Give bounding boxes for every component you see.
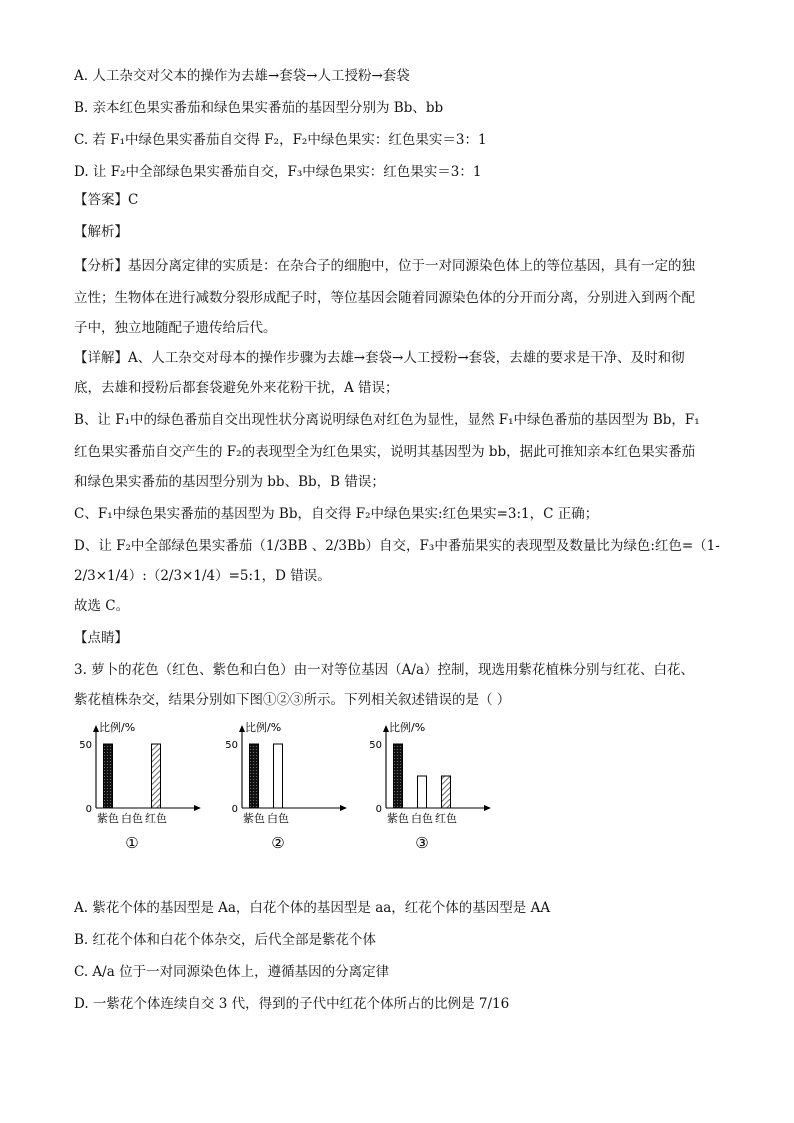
q2-option-c: C. 若 F₁中绿色果实番茄自交得 F₂，F₂中绿色果实：红色果实＝3：1 [74, 132, 487, 148]
answer-line: 【答案】C [74, 192, 139, 208]
y-tick-label: 50 [79, 740, 92, 751]
conclusion-line: 故选 C。 [74, 598, 130, 614]
x-tick-label: 紫色 [387, 812, 409, 825]
analysis-line: 子中，独立地随配子遗传给后代。 [74, 320, 277, 336]
q2-option-d: D. 让 F₂中全部绿色果实番茄自交，F₃中绿色果实：红色果实＝3：1 [74, 164, 482, 180]
detail-line: 【详解】A、人工杂交对母本的操作步骤为去雄→套袋→人工授粉→套袋，去雄的要求是干净、及时和彻 [74, 350, 685, 366]
q3-option-c: C. A/a 位于一对同源染色体上，遵循基因的分离定律 [74, 964, 390, 980]
detail-line: 红色果实番茄自交产生的 F₂的表现型全为红色果实，说明其基因型为 bb，据此可推知亲本红色果实番茄 [74, 444, 696, 460]
chart-3-svg [369, 718, 522, 863]
detail-line: 2/3×1/4）:（2/3×1/4）=5:1，D 错误。 [74, 568, 331, 584]
chart-2-svg [225, 718, 378, 863]
bar-紫色 [394, 744, 403, 808]
detail-line: C、F₁中绿色果实番茄的基因型为 Bb，自交得 F₂中绿色果实:红色果实=3:1，C 正确； [74, 506, 599, 522]
q3-option-d: D. 一紫花个体连续自交 3 代，得到的子代中红花个体所占的比例是 7/16 [74, 996, 510, 1012]
bar-白色 [418, 776, 427, 808]
y-axis-label: 比例/% [389, 721, 426, 734]
bar-紫色 [104, 744, 113, 808]
bar-白色 [274, 744, 283, 808]
bar-红色 [442, 776, 451, 808]
detail-line: 底，去雄和授粉后都套袋避免外来花粉干扰，A 错误； [74, 380, 399, 396]
analysis-label: 【解析】 [74, 224, 128, 240]
x-tick-label: 紫色 [243, 812, 265, 825]
chart-1-svg [79, 718, 232, 863]
analysis-line: 【分析】基因分离定律的实质是：在杂合子的细胞中，位于一对同源染色体上的等位基因，具有一定的独 [74, 258, 695, 274]
chart-1 [79, 718, 232, 867]
q3-stem-line: 紫花植株杂交，结果分别如下图①②③所示。下列相关叙述错误的是（ ） [74, 692, 511, 708]
y-axis-label: 比例/% [245, 721, 282, 734]
bar-紫色 [250, 744, 259, 808]
detail-line: D、让 F₂中全部绿色果实番茄（1/3BB 、2/3Bb）自交，F₃中番茄果实的表现型及数量比为绿色:红色=（1- [74, 538, 720, 554]
x-tick-label: 红色 [435, 812, 457, 825]
x-tick-label: 红色 [145, 812, 167, 825]
chart-2 [225, 718, 378, 867]
y-tick-label: 0 [375, 804, 382, 815]
x-tick-label: 紫色 [97, 812, 119, 825]
q2-option-b: B. 亲本红色果实番茄和绿色果实番茄的基因型分别为 Bb、bb [74, 100, 444, 116]
x-tick-label: 白色 [121, 812, 143, 825]
y-axis-label: 比例/% [99, 721, 136, 734]
y-tick-label: 50 [369, 740, 382, 751]
chart-caption: ② [271, 834, 285, 852]
detail-line: B、让 F₁中的绿色番茄自交出现性状分离说明绿色对红色为显性，显然 F₁中绿色番茄的基因型为 Bb，F₁ [74, 412, 700, 428]
comment-label: 【点睛】 [74, 630, 128, 646]
q3-option-a: A. 紫花个体的基因型是 Aa，白花个体的基因型是 aa，红花个体的基因型是 AA [74, 900, 551, 916]
analysis-line: 立性；生物体在进行减数分裂形成配子时，等位基因会随着同源染色体的分开而分离，分别进入到两个配 [74, 290, 695, 306]
x-tick-label: 白色 [267, 812, 289, 825]
y-tick-label: 50 [225, 740, 238, 751]
y-tick-label: 0 [85, 804, 92, 815]
q2-option-a: A. 人工杂交对父本的操作为去雄→套袋→人工授粉→套袋 [74, 68, 410, 84]
detail-line: 和绿色果实番茄的基因型分别为 bb、Bb，B 错误； [74, 474, 385, 490]
q3-option-b: B. 红花个体和白花个体杂交，后代全部是紫花个体 [74, 932, 377, 948]
y-tick-label: 0 [231, 804, 238, 815]
x-tick-label: 白色 [411, 812, 433, 825]
chart-caption: ③ [415, 834, 429, 852]
chart-3 [369, 718, 522, 867]
chart-caption: ① [125, 834, 139, 852]
q3-stem-line: 3. 萝卜的花色（红色、紫色和白色）由一对等位基因（A/a）控制，现选用紫花植株分别与红花、白花、 [74, 662, 695, 678]
bar-红色 [152, 744, 161, 808]
